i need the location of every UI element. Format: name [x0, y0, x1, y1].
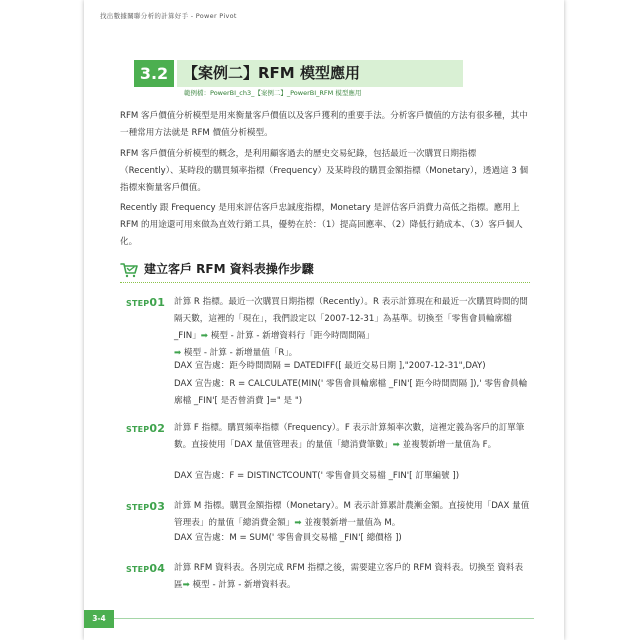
- step-3-text-b: 並複製新增一量值為 M。: [301, 518, 401, 528]
- arrow-right-icon: ➡: [200, 331, 208, 341]
- step-4-label: [126, 562, 165, 575]
- step-3-label: [126, 500, 165, 513]
- step-number: 03: [149, 500, 166, 513]
- step-1-dax-2: DAX 宣告處：R = CALCULATE(MIN(' 零售會員輪廓檔 _FIN'[ 距今時間間隔 ]),' 零售會員輪廓檔 _FIN'[ 是否曾消費 ]=" 是 "): [174, 379, 528, 406]
- step-3-text-a: 計算 M 指標。購買金額指標（Monetary）。M 表示計算累計農漸金額。直接使用「DAX 量值管理表」的量值「總消費金額」: [174, 501, 530, 528]
- intro-paragraph-1: RFM 客戶價值分析模型是用來衡量客戶價值以及客戶獲利的重要手法。分析客戶價值的方法有很多種，其中一種常用方法就是 RFM 價值分析模型。: [120, 111, 528, 138]
- book-page: [84, 0, 564, 640]
- arrow-right-icon: ➡: [182, 580, 190, 590]
- step-2-label: [126, 422, 165, 435]
- page-number: 3-4: [84, 610, 114, 628]
- step-4-text-a: 計算 RFM 資料表。各別完成 RFM 指標之後，需要建立客戶的 RFM 資料表。切換至 資料表區: [174, 563, 524, 590]
- heading-divider: [120, 282, 530, 283]
- step-1-text: [174, 294, 530, 362]
- step-3-dax-1: DAX 宣告處：M = SUM(' 零售會員交易檔 _FIN'[ 總價格 ]): [174, 533, 402, 543]
- step-word: STEP: [126, 565, 150, 574]
- step-1-text-a: 計算 R 指標。最近一次購買日期指標（Recently）。R 表示計算現在和最近一次購買時間的間隔天數，這裡的「現在」，我們設定以「2007-12-31」為基準。切換至「零售會員輪廓檔 _FIN」: [174, 297, 528, 341]
- step-word: STEP: [126, 425, 150, 434]
- step-2-dax-1: DAX 宣告處：F = DISTINCTCOUNT(' 零售會員交易檔 _FIN'[ 訂單編號 ]): [174, 471, 460, 481]
- step-word: STEP: [126, 503, 150, 512]
- section-number: 3.2: [134, 60, 174, 87]
- step-4-text: [174, 560, 530, 594]
- step-2-text: [174, 420, 530, 454]
- footer-rule: [114, 618, 534, 619]
- step-number: 04: [149, 562, 166, 575]
- intro-paragraph-2: RFM 客戶價值分析模型的概念，是利用顧客過去的歷史交易紀錄，包括最近一次購買日期指標（Recently）、某時段的購買頻率指標（Frequency）及某時段的購買金額指標（Monetary），透過這 3 個指標來衡量客戶價值。: [120, 149, 529, 193]
- arrow-right-icon: ➡: [392, 440, 400, 450]
- arrow-right-icon: ➡: [294, 518, 302, 528]
- steps-heading: 建立客戶 RFM 資料表操作步驟: [144, 262, 314, 276]
- step-number: 01: [149, 296, 166, 309]
- step-2-text-a: 計算 F 指標。購買頻率指標（Frequency）。F 表示計算頻率次數，這裡定義為客戶的訂單筆數。直接使用「DAX 量值管理表」的量值「總消費筆數」: [174, 423, 525, 450]
- step-1-label: [126, 296, 165, 309]
- step-1-text-c: 模型 - 計算 - 新增量值「R」。: [181, 348, 298, 358]
- shopping-cart-icon: [120, 262, 138, 278]
- step-3-text: [174, 498, 530, 532]
- running-header: 找出數據關聯分析的計算好手 - Power Pivot: [100, 12, 237, 20]
- step-2-text-b: 並複製新增一量值為 F。: [399, 440, 497, 450]
- step-4-text-b: 模型 - 計算 - 新增資料表。: [189, 580, 296, 590]
- step-number: 02: [149, 422, 166, 435]
- arrow-right-icon: ➡: [174, 348, 182, 358]
- step-1-text-b: 模型 - 計算 - 新增資料行「距今時間間隔」: [208, 331, 374, 341]
- step-1-dax-1: DAX 宣告處：距今時間間隔 = DATEDIFF([ 最近交易日期 ],"2007-12-31",DAY): [174, 361, 486, 371]
- section-title: 【案例二】RFM 模型應用: [177, 60, 463, 87]
- example-file-label: 範例檔：PowerBI_ch3_【案例二】_PowerBI_RFM 模型應用: [184, 89, 362, 97]
- intro-paragraph-3: Recently 跟 Frequency 是用來評估客戶忠誠度指標，Monetary 是評估客戶消費力高低之指標。應用上 RFM 的用途還可用來做為直效行銷工具，優勢在於：（1）提高回應率、（2）降低行銷成本、（3）客戶個人化。: [120, 203, 523, 247]
- step-word: STEP: [126, 299, 150, 308]
